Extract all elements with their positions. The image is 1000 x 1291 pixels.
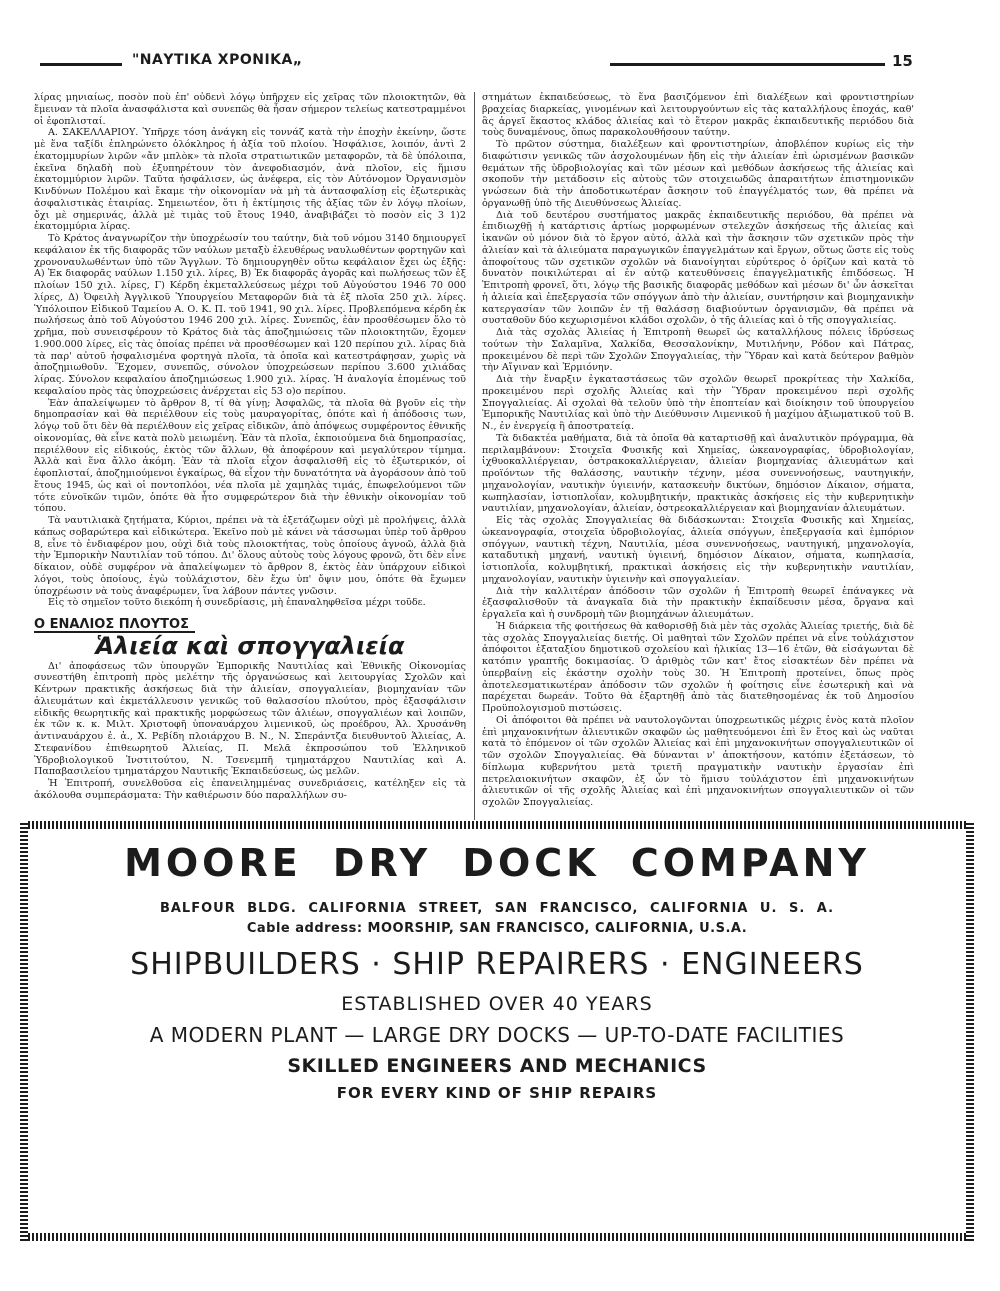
paragraph: Οἱ ἀπόφοιτοι θὰ πρέπει νὰ ναυτολογῶνται ὑποχρεωτικῶς μέχρις ἑνὸς κατὰ πλοῖον ἐπὶ μηχανοκινήτων ἁλιευτικῶν σκαφῶν ὡς μαθητευόμενοι ἐπὶ ἓν ἔτος καὶ ὡς ναῦται κατὰ τὸ ἑπόμενον οἱ τῶν σχολῶν Ἁλιείας καὶ ἐπὶ μηχανοκινήτων σπογγαλιευτικῶν οἱ τῶν σχολῶν Σπογγαλιείας. Θὰ δύνανται ν' ἀποκτήσουν, κατόπιν ἐξετάσεων, τὸ δίπλωμα κυβερνήτου μετὰ τριετῆ πραγματικὴν ναυτικὴν ἐργασίαν ἐπὶ πετρελαιοκινήτων σκαφῶν, ἐξ ὧν τὸ ἥμισυ τοὐλάχιστον ἐπὶ μηχανοκινήτων ἁλιευτικῶν οἱ τῆς σχολῆς Ἁλιείας καὶ ἐπὶ μηχανοκινήτων σπογγαλιευτικῶν οἱ τῶν σχολῶν Σπογγαλιείας.	[482, 714, 914, 808]
paragraph: Διὰ τὴν καλλιτέραν ἀπόδοσιν τῶν σχολῶν ἡ Ἐπιτροπὴ θεωρεῖ ἐπάναγκες νὰ ἐξασφαλισθοῦν τὰ ἀναγκαῖα διὰ τὴν πρακτικὴν ἐκπαίδευσιν μέσα, ὄργανα καὶ ἐργαλεῖα καὶ ἡ συνδρομὴ τῶν βιομηχάνων ἁλιευμάτων.	[482, 585, 914, 620]
paragraph: Εἰς τὰς σχολὰς Σπογγαλιείας θὰ διδάσκωνται: Στοιχεῖα Φυσικῆς καὶ Χημείας, ὠκεανογραφία, στοιχεῖα ὑδροβιολογίας, ἁλιεία σπόγγων, ἐπεξεργασία καὶ ἐμπόριον σπόγγων, ναυτικὴ τέχνη, Ναυτιλία, μέσα συνεννοήσεως, ναυτηγική, μηχανολογία, καταδυτικὴ μηχανή, ναυτικὴ ὑγιεινή, δημόσιον Δίκαιον, σήματα, κωπηλασία, ἱστιοπλοΐα, κολυμβητική, πρακτικαὶ ἀσκήσεις εἰς τὴν κυβερνητικὴν ναυτιλίαν, μηχανολογίαν, ναυτικὴν ὑγιεινὴν καὶ σπογγαλιείαν.	[482, 515, 914, 585]
paragraph: λίρας μηνιαίως, ποσὸν ποὺ ἐπ' οὐδενὶ λόγῳ ὑπῆρχεν εἰς χεῖρας τῶν πλοιοκτητῶν, θὰ ἔμειναν τὰ πλοῖα ἀνασφάλιστα καὶ συνεπῶς θὰ ἦσαν σήμερον τελείως κατεστραμμένοι οἱ ἐφοπλισταί.	[34, 92, 466, 127]
ad-established: ESTABLISHED OVER 40 YEARS	[341, 993, 653, 1015]
page-header	[40, 52, 962, 76]
paragraph: Δι' ἀποφάσεως τῶν ὑπουργῶν Ἐμπορικῆς Ναυτιλίας καὶ Ἐθνικῆς Οἰκονομίας συνεστήθη ἐπιτροπὴ πρὸς μελέτην τῆς ὀργανώσεως καὶ λειτουργίας Σχολῶν καὶ Κέντρων πρακτικῆς ἀσκήσεως διὰ τὴν ἁλιείαν, σπογγαλιείαν, βιομηχανίαν τῶν ἁλιευμάτων καὶ ἐκμετάλλευσιν γενικῶς τοῦ θαλασσίου πλούτου, πρὸς ἐξασφάλισιν εἰδικῆς θεωρητικῆς καὶ πρακτικῆς μορφώσεως τῶν ἁλιέων, σπογγαλιέων καὶ λοιπῶν, ἐκ τῶν κ. κ. Μιλτ. Χριστοφῆ ὑποναυάρχου λιμενικοῦ, ὡς προέδρου, Ἀλ. Χρυσάνθη ἀντιναυάρχου ἐ. ἀ., Χ. Ρεβίδη πλοιάρχου Β. Ν., Ν. Σπεράντζα διευθυντοῦ Ἁλιείας, Α. Στεφανίδου ἐπιθεωρητοῦ Ἁλιείας, Π. Μελᾶ ἐκπροσώπου τοῦ Ἑλληνικοῦ Ὑδροβιολογικοῦ Ἰνστιτούτου, Ν. Τσενεμπῆ τμηματάρχου Ναυτιλίας καὶ Α. Παπαβασιλείου τμηματάρχου Ναυτικῆς Ἐκπαιδεύσεως, ὡς μελῶν.	[34, 660, 466, 778]
section-label: Ο ΕΝΑΛΙΟΣ ΠΛΟΥΤΟΣ	[34, 619, 195, 633]
column-divider	[474, 92, 475, 820]
paragraph: Διὰ τοῦ δευτέρου συστήματος μακρᾶς ἐκπαιδευτικῆς περιόδου, θὰ πρέπει νὰ ἐπιδιωχθῇ ἡ κατάρτισις ἀρτίως μορφωμένων στελεχῶν ἀσκήσεως τῆς ἁλιείας καὶ ἱκανῶν οὐ μόνον διὰ τὸ ἔργον αὐτό, ἀλλὰ καὶ τὴν ἄσκησιν τῶν σχετικῶν πρὸς τὴν ἁλιείαν καὶ τὰ ἁλιεύματα παραγωγικῶν ἐπαγγελμάτων καὶ ἔργων, οὕτως ὥστε εἰς τοὺς ἀποφοίτους τῶν σχετικῶν σχολῶν νὰ διανοίγηται εὐρύτερος ὁ ὁρίζων καὶ κατὰ τὸ δυνατὸν ποικιλώτεραι αἱ ἐν αὐτῷ κατευθύνσεις ἐπαγγελματικῆς ἐπιδόσεως. Ἡ Ἐπιτροπὴ φρονεῖ, ὅτι, λόγῳ τῆς βασικῆς διαφορᾶς μεθόδων καὶ μέσων δι' ὧν ἀσκεῖται ἡ ἁλιεία καὶ ἐπεξεργασία τῶν σπόγγων ἀπὸ τὴν ἁλιείαν, συντήρησιν καὶ βιομηχανικὴν κατεργασίαν τῶν λοιπῶν ἐν τῇ θαλάσσῃ διαβιούντων ὀργανισμῶν, θὰ πρέπει νὰ συσταθοῦν δύο κεχωρισμένοι κλάδοι σχολῶν, ὁ τῆς ἁλιείας καὶ ὁ τῆς σπογγαλιείας.	[482, 209, 914, 327]
paragraph: Τὸ Κράτος ἀναγνωρίζον τὴν ὑποχρέωσίν του ταύτην, διὰ τοῦ νόμου 3140 δημιουργεῖ κεφάλαιον ἐκ τῆς διαφορᾶς τῶν ναύλων μεταξὺ ἐλευθέρως ναυλωθέντων φορτηγῶν καὶ χρονοναυλωθέντων ὑπὸ τῶν Ἄγγλων. Τὸ δημιουργηθὲν οὕτω κεφάλαιον ἔχει ὡς ἑξῆς: Α) Ἐκ διαφορᾶς ναύλων 1.150 χιλ. λίρες, Β) Ἐκ διαφορᾶς ἀγορᾶς καὶ πωλήσεως τῶν ἐξ πλοίων 150 χιλ. λίρες, Γ) Κέρδη ἐκμεταλλεύσεως μέχρι τοῦ Αὐγούστου 1946 70 000 λίρες, Δ) Ὀφειλὴ Ἀγγλικοῦ Ὑπουργείου Μεταφορῶν διὰ τὰ ἐξ πλοῖα 250 χιλ. λίρες. Ὑπόλοιπον Εἰδικοῦ Ταμείου Α. Ο. Κ. Π. τοῦ 1941, 90 χιλ. λίρες. Προβλεπόμενα κέρδη ἐκ πωλήσεως ἀπὸ τοῦ Αὐγούστου 1946 200 χιλ. λίρες. Συνεπῶς, ἐὰν προσθέσωμεν ὅλο τὸ χρῆμα, ποὺ συνεισφέρουν τὸ Κράτος διὰ τὰς ἀποζημιώσεις τῶν πλοιοκτητῶν, ἔχομεν 1.900.000 λίρες, εἰς τὰς ὁποίας πρέπει νὰ προσθέσωμεν καὶ 120 περίπου χιλ. λίρας διὰ τὰ παρ' αὐτοῦ ἠσφαλισμένα φορτηγὰ πλοῖα, τὰ ὁποῖα καὶ κατεστράφησαν, χωρὶς νὰ ἀποζημιωθοῦν. Ἔχομεν, συνεπῶς, σύνολον ὑποχρεώσεων περίπου 3.600 χιλιάδας λίρας. Σύνολον κεφαλαίου ἀποζημιώσεως 1.900 χιλ. λίρας. Ἡ ἀναλογία ἑπομένως τοῦ κεφαλαίου πρὸς τὰς ὑποχρεώσεις ἀνέρχεται εἰς 53 ο)ο περίπου.	[34, 233, 466, 397]
ad-skilled: SKILLED ENGINEERS AND MECHANICS	[287, 1055, 707, 1077]
ad-repairs: FOR EVERY KIND OF SHIP REPAIRS	[336, 1084, 658, 1102]
paragraph: στημάτων ἐκπαιδεύσεως, τὸ ἕνα βασιζόμενον ἐπὶ διαλέξεων καὶ φροντιστηρίων βραχείας διαρκείας, γινομένων καὶ λειτουργούντων εἰς τὰς καταλλήλους ἐποχάς, καθ' ἃς ἀργεῖ ἕκαστος κλάδος ἁλιείας καὶ τὸ ἕτερον μακρᾶς ἐκπαιδευτικῆς περιόδου διὰ τοὺς δυναμένους, ὅπως παρακολουθήσουν ταύτην.	[482, 92, 914, 139]
right-column	[482, 92, 914, 832]
article-title: Ἁλιεία καὶ σπογγαλιεία	[95, 631, 405, 660]
paragraph: Ἡ διάρκεια τῆς φοιτήσεως θὰ καθορισθῇ διὰ μὲν τὰς σχολὰς Ἁλιείας τριετής, διὰ δὲ τὰς σχολὰς Σπογγαλιείας διετής. Οἱ μαθηταὶ τῶν Σχολῶν πρέπει νὰ εἶνε τοὐλάχιστον ἀπόφοιτοι ἑξαταξίου δημοτικοῦ σχολείου καὶ ἡλικίας 13—16 ἐτῶν, θὰ εἰσάγωνται δὲ κατόπιν γραπτῆς δοκιμασίας. Ὁ ἀριθμὸς τῶν κατ' ἔτος εἰσακτέων δὲν πρέπει νὰ ὑπερβαίνῃ εἰς ἑκάστην σχολὴν τοὺς 30. Ἡ Ἐπιτροπὴ προτείνει, ὅπως πρὸς ἀποτελεσματικωτέραν ἀπόδοσιν τῶν σχολῶν ἡ φοίτησις εἶνε ἐσωτερικὴ καὶ νὰ παρέχεται δωρεάν. Τοῦτο θὰ ἐξαρτηθῇ ἀπὸ τὰς διατεθησομένας ἐκ τοῦ Δημοσίου Προϋπολογισμοῦ πιστώσεις.	[482, 620, 914, 714]
header-rule-left	[40, 63, 122, 66]
paragraph: Εἰς τὸ σημεῖον τοῦτο διεκόπη ἡ συνεδρίασις, μὴ ἐπαναληφθεῖσα μέχρι τοῦδε.	[48, 597, 426, 609]
ad-cable-address: Cable address: MOORSHIP, SAN FRANCISCO, CALIFORNIA, U.S.A.	[246, 921, 748, 936]
paragraph: Ἐὰν ἀπαλείψωμεν τὸ ἄρθρον 8, τί θὰ γίνῃ; Ἀσφαλῶς, τὰ πλοῖα θὰ βγοῦν εἰς τὴν δημοπρασίαν καὶ θὰ περιέλθουν εἰς τοὺς μαυραγορίτας, ὁπότε καὶ ἡ ἀπόδοσις των, λόγῳ τοῦ ὅτι δὲν θὰ περιέλθουν εἰς χεῖρας εἰδικῶν, ἀπὸ ἀπόψεως συμφέροντος ἐθνικῆς οἰκονομίας, θὰ εἶνε κατὰ πολὺ μειωμένη. Ἐὰν τὰ πλοῖα, ἐκποιούμενα διὰ δημοπρασίας, περιέλθουν εἰς εἰδικούς, ἐκτὸς τῶν ἄλλων, θὰ ἀποφέρουν καὶ μεγαλύτερον τίμημα. Ἀλλὰ καὶ ἕνα ἄλλο ἀκόμη. Ἐὰν τὰ πλοῖα εἶχον ἀσφαλισθῆ εἰς τὸ ἐξωτερικόν, οἱ ἐφοπλισταί, ἀποζημιούμενοι ἐγκαίρως, θὰ εἶχον τὴν δυνατότητα νὰ ἀγοράσουν ἀπὸ τοῦ ἔτους 1945, ὡς καὶ οἱ ποντοπλόοι, νέα πλοῖα μὲ χαμηλὰς τιμάς, ἐπωφελούμενοι τῶν τότε εὐνοϊκῶν τιμῶν, ὁπότε θὰ ἦτο συμφερώτερον διὰ τὴν ἐθνικὴν οἰκονομίαν τοῦ τόπου.	[34, 397, 466, 515]
paragraph: Διὰ τὰς σχολὰς Ἁλιείας ἡ Ἐπιτροπὴ θεωρεῖ ὡς καταλλήλους πόλεις ἱδρύσεως τούτων τὴν Σαλαμῖνα, Χαλκίδα, Θεσσαλονίκην, Μυτιλήνην, Ρόδον καὶ Πάτρας, προκειμένου δὲ περὶ τῶν Σχολῶν Σπογγαλιείας, τὴν Ὕδραν καὶ κατὰ δεύτερον βαθμὸν τὴν Αἴγιναν καὶ Ἑρμιόνην.	[482, 327, 914, 374]
article-section	[34, 615, 466, 802]
paragraph: Τὰ διδακτέα μαθήματα, διὰ τὰ ὁποῖα θὰ καταρτισθῇ καὶ ἀναλυτικὸν πρόγραμμα, θὰ περιλαμβάνουν: Στοιχεῖα Φυσικῆς καὶ Χημείας, ὠκεανογραφίας, ὑδροβιολογίαν, ἰχθυοκαλλιέργειαν, ὀστρακοκαλλιέργειαν, ἁλιείαν βιομηχανίας ἁλιευμάτων καὶ προϊόντων τῆς θαλάσσης, ναυτικὴν τέχνην, μέσα συνεννοήσεως, ναυτηγικήν, μηχανολογίαν, ναυτικὴν ὑγιεινήν, κατασκευὴν δικτύων, δημόσιον Δίκαιον, σήματα, κωπηλασίαν, ἱστιοπλοΐαν, κολυμβητικήν, πρακτικὰς ἀσκήσεις εἰς τὴν κυβερνητικὴν ναυτιλίαν, μηχανολογίαν, ἁλιείαν, ὀστρεοκαλλιέργειαν καὶ βιομηχανίαν ἁλιευμάτων.	[482, 432, 914, 515]
paragraph: Διὰ τὴν ἔναρξιν ἐγκαταστάσεως τῶν σχολῶν θεωρεῖ προκρίτεας τὴν Χαλκίδα, προκειμένου περὶ σχολῆς Ἁλιείας καὶ τὴν Ὕδραν προκειμένου περὶ σχολῆς Σπογγαλιείας. Αἱ σχολαὶ θὰ τελοῦν ὑπὸ τὴν ἐποπτείαν καὶ διοίκησιν τοῦ ὑπουργείου Ἐμπορικῆς Ναυτιλίας καὶ ὑπὸ τὴν Διεύθυνσιν Λιμενικοῦ ἡ μαχίμου ἀξιωματικοῦ τοῦ Β. Ν., ἐν ἐνεργείᾳ ἢ ἀποστρατείᾳ.	[482, 374, 914, 432]
paragraph: Τὸ πρῶτον σύστημα, διαλέξεων καὶ φροντιστηρίων, ἀποβλέπον κυρίως εἰς τὴν διαφώτισιν γενικῶς τῶν ἀσχολουμένων ἤδη εἰς τὴν ἁλιείαν ἐπὶ ὡρισμένων βασικῶν θεμάτων τῆς ὑδροβιολογίας καὶ τῶν μέσων καὶ μεθόδων ἀσκήσεως τῆς ἁλιείας καὶ σκοποῦν τὴν μετάδοσιν εἰς αὐτοὺς τῶν στοιχειωδῶς ἀπαραιτήτων ἐπιστημονικῶν γνώσεων διὰ τὴν ἀποδοτικωτέραν ἄσκησιν τοῦ ἐπαγγέλματός των, θὰ πρέπει νὰ ὀργανωθῇ ὑπὸ τῆς Διευθύνσεως Ἁλιείας.	[482, 139, 914, 209]
paragraph: Α. ΣΑΚΕΛΛΑΡΙΟΥ. Ὑπῆρχε τόση ἀνάγκη εἰς τοννάζ κατὰ τὴν ἐποχὴν ἐκείνην, ὥστε μὲ ἕνα ταξίδι ἐπληρώνετο ὁλόκληρος ἡ ἀξία τοῦ πλοίου. Ἠσφάλισε, λοιπόν, ἀντὶ 2 ἑκατομμυρίων λιρῶν «ἄν μπλὸκ» τὰ πλοῖα στρατιωτικῶν μεταφορῶν, τὰ δὲ ὑπόλοιπα, ἐκεῖνα δηλαδὴ ποὺ ἐξυπηρέτουν τὸν ἀνεφοδιασμόν, ἀνὰ πλοῖον, εἰς ἥμισυ ἑκατομμύριον λιρῶν. Ταῦτα ἠσφάλισεν, ὡς ἀνέφερα, εἰς τὸν Αὐτόνομον Ὀργανισμὸν Κινδύνων Πολέμου καὶ ἔκαμε τὴν οἰκονομίαν νὰ μὴ τὰ ἀντασφαλίσῃ εἰς ἐξωτερικὰς ἀσφαλιστικὰς ἑταιρίας. Σημειωτέον, ὅτι ἡ ἐκτίμησις τῆς ἀξίας τῶν ἐν λόγῳ πλοίων, ὄχι μὲ σημερινάς, ἀλλὰ μὲ τιμὰς τοῦ ἔτους 1940, ἀναβιβάζει τὸ ποσὸν εἰς 3 1)2 ἑκατομμύρια λίρας.	[34, 127, 466, 233]
page-number: 15	[892, 52, 913, 70]
header-rule-right	[610, 63, 885, 66]
paragraph: Ἡ Ἐπιτροπή, συνελθοῦσα εἰς ἐπανειλημμένας συνεδριάσεις, κατέληξεν εἰς τὰ ἀκόλουθα συμπεράσματα: Τὴν καθιέρωσιν δύο παραλλήλων συ-	[34, 778, 466, 801]
ad-address: BALFOUR BLDG. CALIFORNIA STREET, SAN FRANCISCO, CALIFORNIA U. S. A.	[159, 901, 835, 916]
paragraph: Τὰ ναυτιλιακὰ ζητήματα, Κύριοι, πρέπει νὰ τὰ ἐξετάζωμεν οὐχὶ μὲ προλήψεις, ἀλλὰ κάπως σοβαρώτερα καὶ εἰδικώτερα. Ἐκεῖνο ποὺ μὲ κάνει νὰ τάσσωμαι ὑπὲρ τοῦ ἄρθρου 8, εἶνε τὸ ἐνδιαφέρον μου, οὐχὶ διὰ τοὺς πλοιοκτήτας, τοὺς ὁποίους ἀγνοῶ, ἀλλὰ διὰ τὴν Ἐμπορικὴν Ναυτιλίαν τοῦ τόπου. Δι' ὅλους αὐτοὺς τοὺς λόγους φρονῶ, ὅτι δὲν εἶνε δίκαιον, οὐδὲ συμφέρον νὰ ἀπαλείψωμεν τὸ ἄρθρον 8, ἐκτὸς ἐὰν ὑπάρχουν εἰδικοὶ λόγοι, τοὺς ὁποίους, ἐγὼ τοὐλάχιστον, δὲν ἔχω ὑπ' ὄψιν μου, ὁπότε θὰ ἔχωμεν ὑποχρέωσιν νὰ τοὺς ἀναφέρωμεν, ἵνα λάβουν πάντες γνῶσιν.	[34, 515, 466, 597]
ad-trades: SHIPBUILDERS · SHIP REPAIRERS · ENGINEERS	[130, 947, 864, 982]
ad-company-name: MOORE DRY DOCK COMPANY	[124, 841, 870, 885]
ad-border-top	[20, 821, 974, 829]
ad-border-bottom	[20, 1233, 974, 1241]
advertisement	[20, 821, 974, 1241]
ad-plant: A MODERN PLANT — LARGE DRY DOCKS — UP-TO-DATE FACILITIES	[149, 1023, 845, 1047]
left-column	[34, 92, 466, 822]
magazine-title: "ΝΑΥΤΙΚΑ ΧΡΟΝΙΚΑ„	[132, 52, 303, 68]
